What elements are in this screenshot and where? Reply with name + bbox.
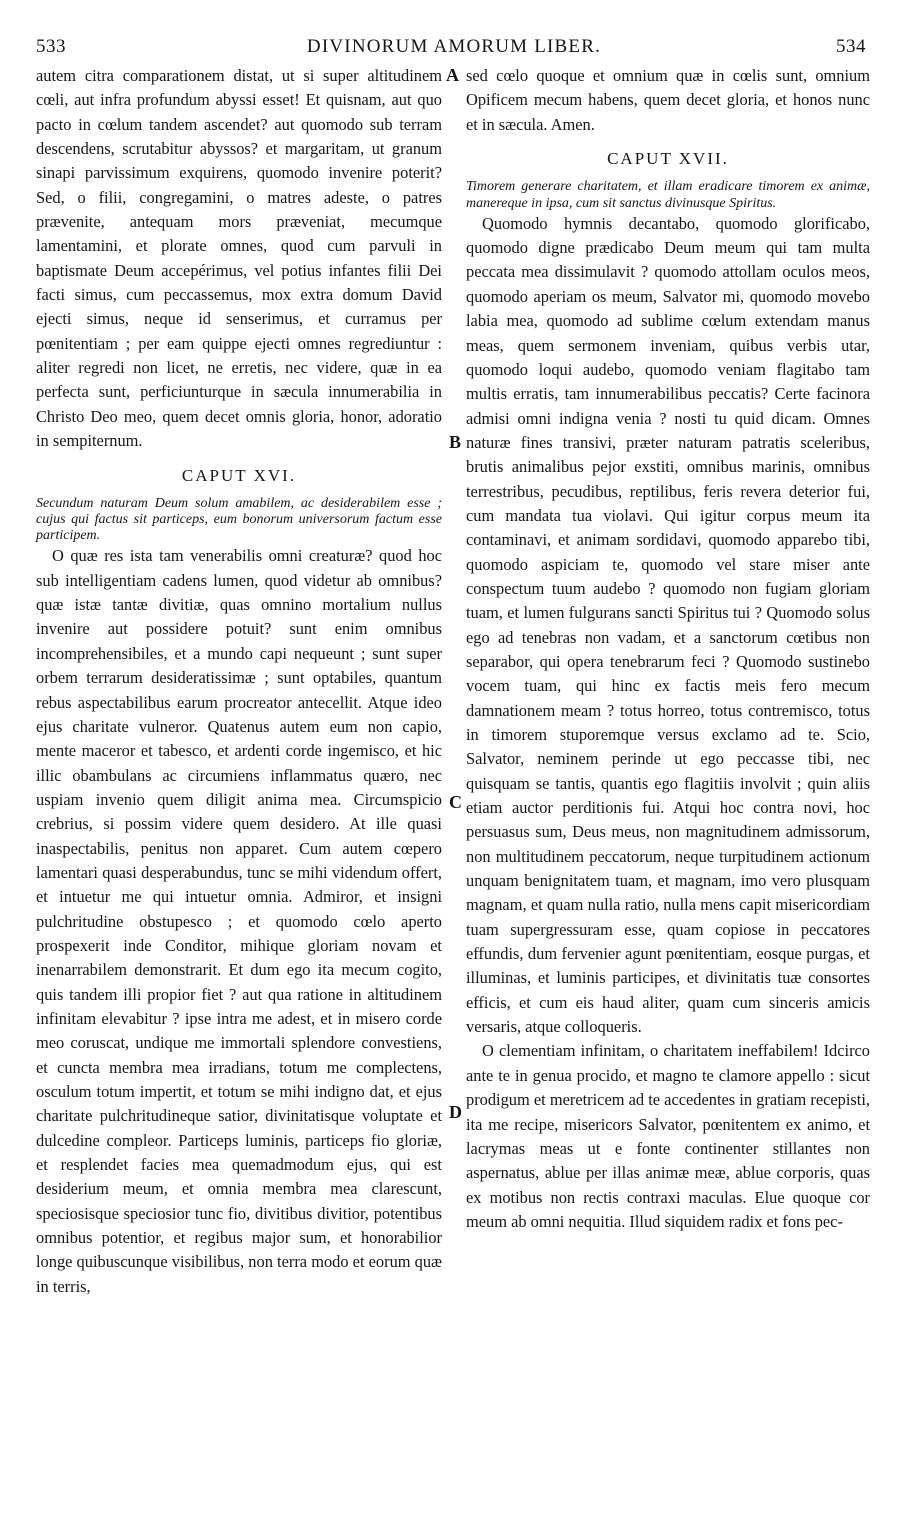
right-paragraph-3: O clementiam infinitam, o charitatem ineffabilem! Idcirco ante te in genua procido, et magno te clamore appello : sicut prodigum et meretricem ad te accedentes in gratiam recepisti, ita me recipe, misericors Salvator, pœnitentem ex animo, et lacrymas meas ut e fonte continenter stillantes non aspernatus, ablue per illas animæ meæ, ablue corporis, quas ex motibus non rectis contraxi maculas. Elue quoque cor meum ab omni nequitia. Illud siquidem radix et fons pec- bbox=[466, 1041, 870, 1231]
margin-letter-a: A bbox=[446, 65, 459, 85]
page-header bbox=[0, 36, 908, 62]
chapter-16-summary: Secundum naturam Deum solum amabilem, ac desiderabilem esse ; cujus qui factus sit particeps, eum bonorum universorum factum esse participem. bbox=[36, 495, 442, 544]
chapter-16-heading: CAPUT XVI. bbox=[181, 465, 297, 485]
left-paragraph-1: autem citra comparationem distat, ut si super altitudinem cœli, aut infra profundum abyssi esset! Et quisnam, aut quo pacto in cœlum tandem ascendet? aut quomodo sub terram descendens, scrutabitur abyssos? et margaritam, ut granum sinapi parvissimum exquirens, quomodo invenire poterit? Sed, o filii, congregamini, o matres adeste, o patres prævenite, antequam mors præveniat, mecumque lamentamini, et plorate omnes, quod cum parvuli in baptismate Deum accepérimus, vel potius infantes filii Dei facti simus, cum peccassemus, mox extra domum David ejecti simus, neque id senserimus, et curramus per pœnitentiam ; per eam quippe ejecti omnes regrediuntur : aliter regredi non licet, ne erretis, nec videre, quæ in ea perfecta sunt, perficiunturque in sæcula innumerabilia in Christo Deo meo, quem decet omnis gloria, honor, adoratio in sempiternum. bbox=[36, 66, 442, 451]
chapter-17-summary: Timorem generare charitatem, et illam eradicare timorem ex animæ, manereque in ipsa, cum sit sanctus divinusque Spiritus. bbox=[466, 179, 870, 211]
margin-letter-b: B bbox=[449, 432, 462, 452]
margin-letter-d: D bbox=[449, 1102, 462, 1122]
running-title: DIVINORUM AMORUM LIBER. bbox=[306, 36, 602, 57]
left-column bbox=[36, 64, 442, 1299]
margin-letter-c: C bbox=[449, 792, 462, 812]
left-paragraph-2: O quæ res ista tam venerabilis omni creaturæ? quod hoc sub intelligentiam cadens lumen, quod videtur ab omnibus? quæ istæ tantæ divitiæ, quas omnino mortalium nullus invenire aut possidere potuit? sunt enim omnibus incomprehensibiles, et a mundo capi nequeunt ; sunt super orbem terrarum desideratissimæ ; sunt optabiles, quantum rebus aspectabilibus earum procreator antecellit. Atque ideo ejus charitate vulneror. Quatenus autem eum non capio, mente maceror et tabesco, et ardenti corde ingemisco, et hic illic obambulans ac circumiens inflammatus quæro, nec uspiam invenio quem diligit anima mea. Circumspicio crebrius, si possim videre quem desidero. At ille quasi inaspectabilis, penitus non apparet. Cum autem cœpero lamentari quasi desperabundus, tunc se mihi videndum offert, et intuetur me qui intuetur omnia. Admiror, et insigni pulchritudine obstupesco ; et quomodo cœlo aperto prospexerit inde Conditor, mihique gloriam novam et inenarrabilem demonstrarit. Et dum ego ita mecum cogito, quis tandem illi propior fiet ? aut qua ratione in altitudinem infinitam elevabitur ? ipse intra me adest, et in misero corde meo coruscat, undique me immortali splendore convestiens, et cuncta membra mea irradians, totum me complectens, osculum totum impertit, et totum se mihi indigno dat, et ejus charitate pulchritudineque satior, divinitatisque voluptate et dulcedine compleor. Particeps luminis, particeps fio gloriæ, et resplendet facies mea quemadmodum ejus, qui est desiderium meum, et omnia membra mea clarescunt, speciosisque speciosior tunc fio, divitibus divitior, potentibus omnibus potentior, et regibus major sum, et honorabilior longe quibuscunque visibilibus, non terra modo et eorum quæ in terris, bbox=[36, 546, 442, 1296]
right-column bbox=[466, 64, 870, 1234]
left-page-number: 533 bbox=[36, 36, 66, 57]
right-paragraph-2: Quomodo hymnis decantabo, quomodo glorificabo, quomodo digne prædicabo Deum meum qui tam multa peccata mea dissimulavit ? quomodo attollam oculos meos, quomodo aperiam os meum, Salvator mi, quomodo movebo labia mea, quomodo ad sublime cœlum extendam manus meas, quem sermonem inveniam, quibus verbis utar, quomodo loqui audebo, quomodo veniam flagitabo tam multis erratis, tam innumerabilibus peccatis? Certe facinora admisi omni indigna venia ? nosti tu quid dicam. Omnes naturæ fines transivi, præter naturam patratis sceleribus, brutis animalibus pejor exstiti, omnibus marinis, omnibus terrestribus, pecudibus, reptilibus, feris revera deterior fui, cum mandata tua violavi. Qui igitur corpus meum ita contaminavi, et animam sordidavi, quomodo apparebo tibi, quomodo aspiciam te, quomodo vel stare miser ante conspectum tuum audebo ? quomodo non fugiam gloriam tuam, et lumen fulgurans sancti Spiritus tui ? Quomodo solus ego ad tenebras non vadam, et a sanctorum cœtibus non separabor, qui opera tenebrarum feci ? Quomodo sustinebo vocem tuam, qui hinc ex factis meis fero mecum damnationem meam ? totus horreo, totus contremisco, totus in timorem stuporemque versus exclamo ad te. Scio, Salvator, neminem perinde ut ego peccasse tibi, nec quisquam se tantis, quantis ego flagitiis involvit ; quin aliis etiam auctor perditionis fui. Atqui hoc contra novi, hoc persuasus sum, Deus meus, non magnitudinem admissorum, non multitudinem peccatorum, neque turpitudinem actionum unquam benignitatem tuam, et magnam, imo vero plusquam magnam, et quam nulla ratio, nulla mens capit misericordiam tuam supergressuram esse, quam copiose in peccatores effundis, dum fervenier agunt pœnitentiam, eosque purgas, et illuminas, et luminis participes, et divinitatis tuæ consortes efficis, et cum eis haud aliter, quam cum sinceris amicis versaris, atque colloqueris. bbox=[466, 213, 870, 1037]
right-page-number: 534 bbox=[836, 36, 866, 57]
chapter-17-heading: CAPUT XVII. bbox=[607, 149, 729, 169]
right-paragraph-1: sed cœlo quoque et omnium quæ in cœlis sunt, omnium Opificem mecum habens, quem decet gloria, et honos nunc et in sæcula. Amen. bbox=[466, 66, 870, 134]
